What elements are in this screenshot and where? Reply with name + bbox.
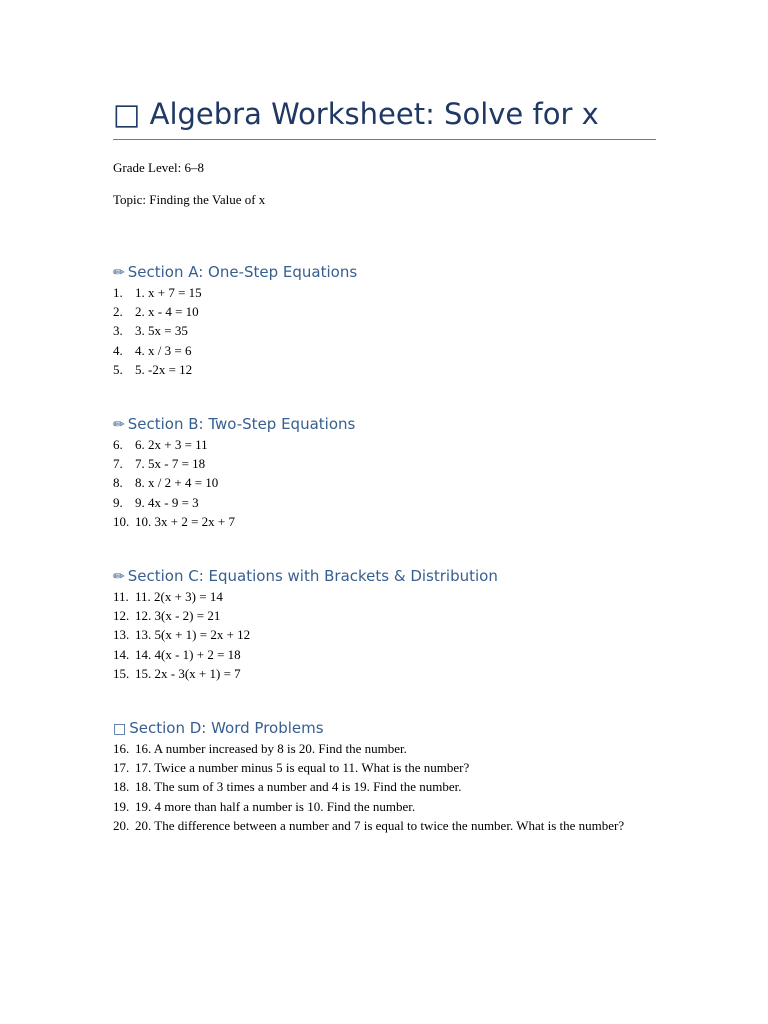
problem-text: 13. 5(x + 1) = 2x + 12: [135, 627, 251, 643]
problem-text: 12. 3(x - 2) = 21: [135, 608, 221, 624]
list-number: 9.: [113, 494, 123, 510]
pencil-icon: ✏: [113, 417, 125, 433]
section-a: [113, 261, 656, 379]
list-number: 15.: [113, 665, 130, 681]
problem-text: 2. x - 4 = 10: [135, 304, 199, 320]
title-underline: [113, 139, 656, 140]
list-item: [113, 360, 656, 379]
section-heading: [113, 413, 656, 435]
section-c: [113, 565, 656, 683]
list-number: 11.: [113, 589, 129, 604]
list-item: [113, 645, 656, 664]
grade-level: Grade Level: 6–8: [113, 160, 204, 175]
problem-text: 3. 5x = 35: [135, 323, 188, 339]
section-heading: [113, 565, 656, 587]
problem-text: 14. 4(x - 1) + 2 = 18: [135, 646, 241, 662]
problem-text: 20. The difference between a number and 7 is equal to twice the number. What is the number?: [135, 817, 625, 833]
list-number: 20.: [113, 817, 130, 833]
problem-text: 9. 4x - 9 = 3: [135, 494, 199, 510]
list-item: [113, 606, 656, 625]
section-heading: [113, 261, 656, 283]
problem-text: 8. x / 2 + 4 = 10: [135, 475, 219, 491]
title-text: Algebra Worksheet: Solve for x: [149, 97, 599, 131]
list-number: 17.: [113, 760, 130, 776]
list-number: 18.: [113, 779, 130, 795]
list-item: [113, 664, 656, 683]
section-b: [113, 413, 656, 531]
list-item: [113, 587, 656, 606]
list-item: [113, 758, 656, 777]
list-item: [113, 625, 656, 644]
list-item: [113, 493, 656, 512]
list-item: [113, 435, 656, 454]
list-number: 19.: [113, 798, 130, 814]
section-heading: [113, 717, 656, 739]
section-d: [113, 717, 656, 835]
page-title: [113, 92, 656, 136]
list-number: 2.: [113, 304, 123, 320]
list-number: 5.: [113, 361, 123, 377]
list-item: [113, 739, 656, 758]
list-number: 3.: [113, 323, 123, 339]
problem-text: 6. 2x + 3 = 11: [135, 437, 208, 452]
list-item: [113, 454, 656, 473]
missing-glyph-icon: □: [113, 97, 141, 131]
problem-text: 15. 2x - 3(x + 1) = 7: [135, 665, 241, 681]
pencil-icon: ✏: [113, 569, 125, 585]
list-item: [113, 321, 656, 340]
list-item: [113, 341, 656, 360]
list-item: [113, 797, 656, 816]
list-item: [113, 512, 656, 531]
section-heading-text: Section B: Two-Step Equations: [127, 415, 356, 433]
list-number: 14.: [113, 646, 130, 662]
problem-text: 7. 5x - 7 = 18: [135, 456, 206, 472]
problem-list: [113, 739, 656, 835]
problem-text: 1. x + 7 = 15: [135, 285, 202, 300]
list-number: 4.: [113, 342, 123, 358]
problem-text: 18. The sum of 3 times a number and 4 is 19. Find the number.: [135, 779, 462, 795]
list-item: [113, 777, 656, 796]
list-number: 12.: [113, 608, 130, 624]
section-heading-text: Section D: Word Problems: [129, 719, 324, 737]
topic: Topic: Finding the Value of x: [113, 192, 266, 207]
problem-text: 5. -2x = 12: [135, 361, 193, 377]
problem-text: 10. 3x + 2 = 2x + 7: [135, 513, 235, 529]
section-heading-text: Section C: Equations with Brackets & Distribution: [127, 567, 498, 585]
list-item: [113, 283, 656, 302]
list-number: 1.: [113, 285, 123, 300]
list-number: 6.: [113, 437, 123, 452]
list-item: [113, 816, 656, 835]
problem-text: 19. 4 more than half a number is 10. Find the number.: [135, 798, 416, 814]
list-number: 7.: [113, 456, 123, 472]
problem-text: 17. Twice a number minus 5 is equal to 11. What is the number?: [135, 760, 470, 776]
problem-text: 16. A number increased by 8 is 20. Find the number.: [135, 741, 407, 756]
problem-list: [113, 587, 656, 683]
list-number: 16.: [113, 741, 130, 756]
missing-glyph-icon: □: [113, 721, 127, 737]
problem-list: [113, 435, 656, 531]
pencil-icon: ✏: [113, 265, 125, 281]
list-number: 10.: [113, 513, 130, 529]
list-item: [113, 473, 656, 492]
list-number: 8.: [113, 475, 123, 491]
problem-list: [113, 283, 656, 379]
section-heading-text: Section A: One-Step Equations: [127, 263, 358, 281]
list-item: [113, 302, 656, 321]
list-number: 13.: [113, 627, 130, 643]
problem-text: 11. 2(x + 3) = 14: [135, 589, 223, 604]
problem-text: 4. x / 3 = 6: [135, 342, 192, 358]
